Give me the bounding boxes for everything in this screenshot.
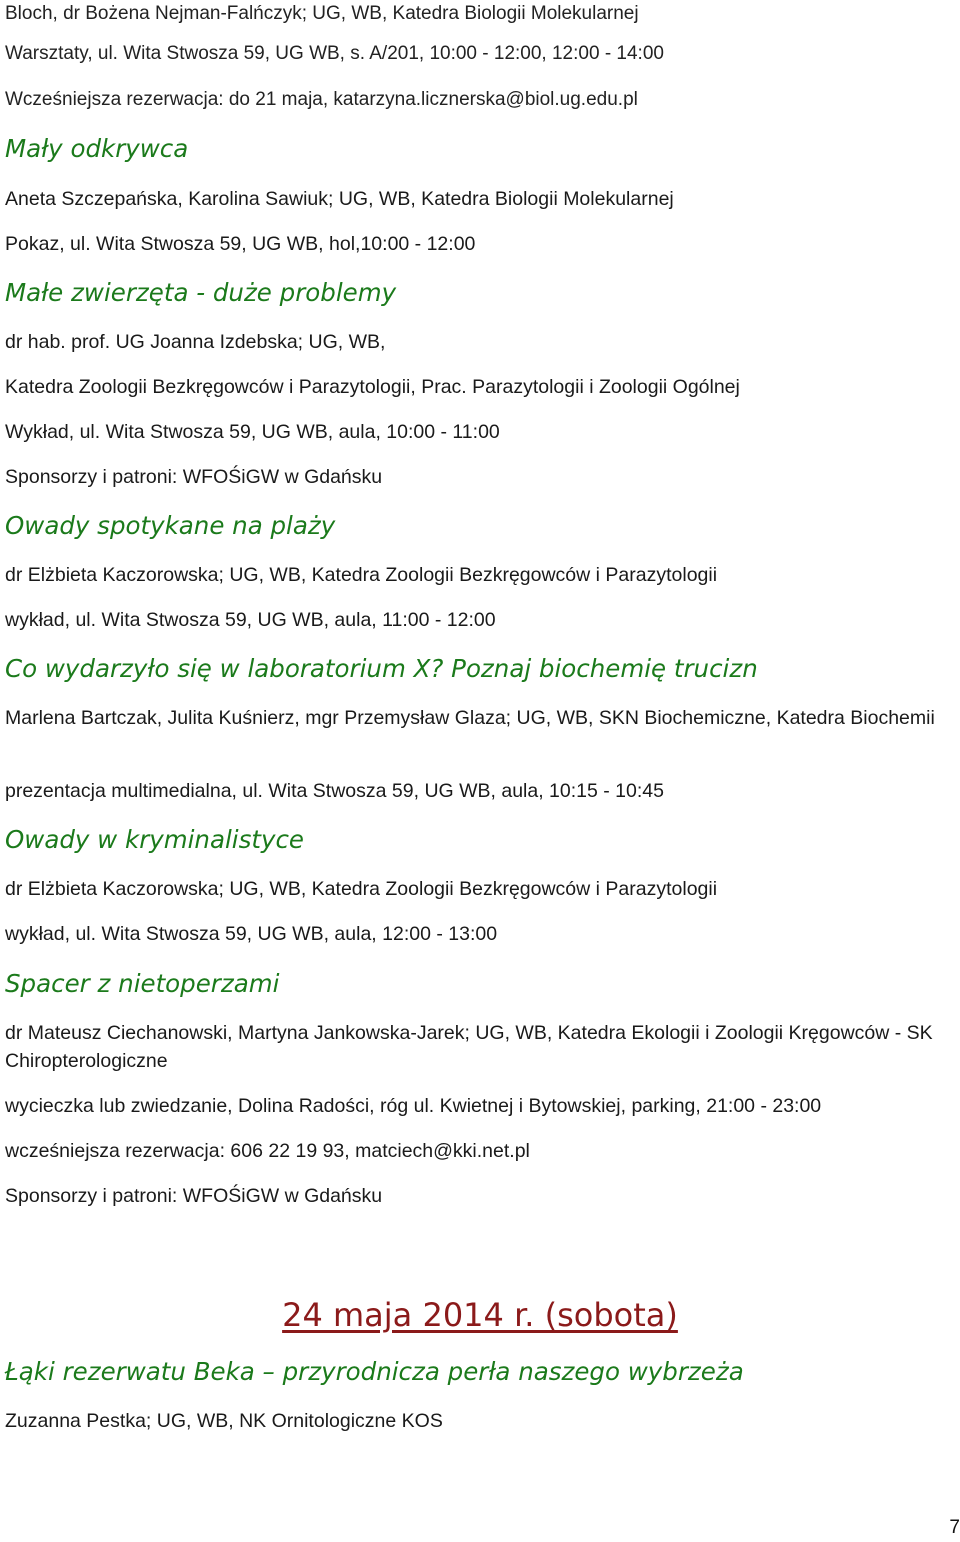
event-line: wykład, ul. Wita Stwosza 59, UG WB, aula, 11:00 - 12:00 [5,609,496,631]
event-line: Aneta Szczepańska, Karolina Sawiuk; UG, WB, Katedra Biologii Molekularnej [5,188,674,210]
event-title: Owady w kryminalistyce [5,825,305,854]
date-heading: 24 maja 2014 r. (sobota) [282,1296,678,1334]
event-line: dr Elżbieta Kaczorowska; UG, WB, Katedra Zoologii Bezkręgowców i Parazytologii [5,564,718,586]
event-title: Spacer z nietoperzami [5,969,280,998]
event-line: Wykład, ul. Wita Stwosza 59, UG WB, aula, 10:00 - 11:00 [5,421,500,443]
event-line: dr hab. prof. UG Joanna Izdebska; UG, WB, [5,331,386,353]
event-line: prezentacja multimedialna, ul. Wita Stwosza 59, UG WB, aula, 10:15 - 10:45 [5,780,664,802]
event-title: Mały odkrywca [5,134,189,163]
event-line: wcześniejsza rezerwacja: 606 22 19 93, matciech@kki.net.pl [5,1140,530,1162]
event-line: Sponsorzy i patroni: WFOŚiGW w Gdańsku [5,466,383,488]
event-line: Katedra Zoologii Bezkręgowców i Parazytologii, Prac. Parazytologii i Zoologii Ogólnej [5,376,740,398]
event-line: wycieczka lub zwiedzanie, Dolina Radości, róg ul. Kwietnej i Bytowskiej, parking, 21:00 - 23:00 [5,1095,822,1117]
intro-line-3: Wcześniejsza rezerwacja: do 21 maja, katarzyna.licznerska@biol.ug.edu.pl [5,89,638,110]
event-line: dr Mateusz Ciechanowski, Martyna Jankowska-Jarek; UG, WB, Katedra Ekologii i Zoologii Kręgowców - SK Chiropterologiczne [5,1022,933,1072]
event-line: Zuzanna Pestka; UG, WB, NK Ornitologiczne KOS [5,1410,443,1432]
event-line: Sponsorzy i patroni: WFOŚiGW w Gdańsku [5,1185,383,1207]
event-line: wykład, ul. Wita Stwosza 59, UG WB, aula, 12:00 - 13:00 [5,923,498,945]
event-line: Marlena Bartczak, Julita Kuśnierz, mgr Przemysław Glaza; UG, WB, SKN Biochemiczne, Katedra Biochemii [5,707,935,729]
event-title: Co wydarzyło się w laboratorium X? Poznaj biochemię trucizn [5,654,758,683]
event-line: Pokaz, ul. Wita Stwosza 59, UG WB, hol,10:00 - 12:00 [5,233,476,255]
intro-line-2: Warsztaty, ul. Wita Stwosza 59, UG WB, s. A/201, 10:00 - 12:00, 12:00 - 14:00 [5,43,664,64]
intro-line-1: Bloch, dr Bożena Nejman-Falńczyk; UG, WB, Katedra Biologii Molekularnej [5,3,639,24]
event-title: Owady spotykane na plaży [5,511,336,540]
event-title: Łąki rezerwatu Beka – przyrodnicza perła naszego wybrzeża [5,1357,744,1386]
page-number: 7 [949,1517,960,1538]
event-title: Małe zwierzęta - duże problemy [5,278,397,307]
event-line: dr Elżbieta Kaczorowska; UG, WB, Katedra Zoologii Bezkręgowców i Parazytologii [5,878,718,900]
